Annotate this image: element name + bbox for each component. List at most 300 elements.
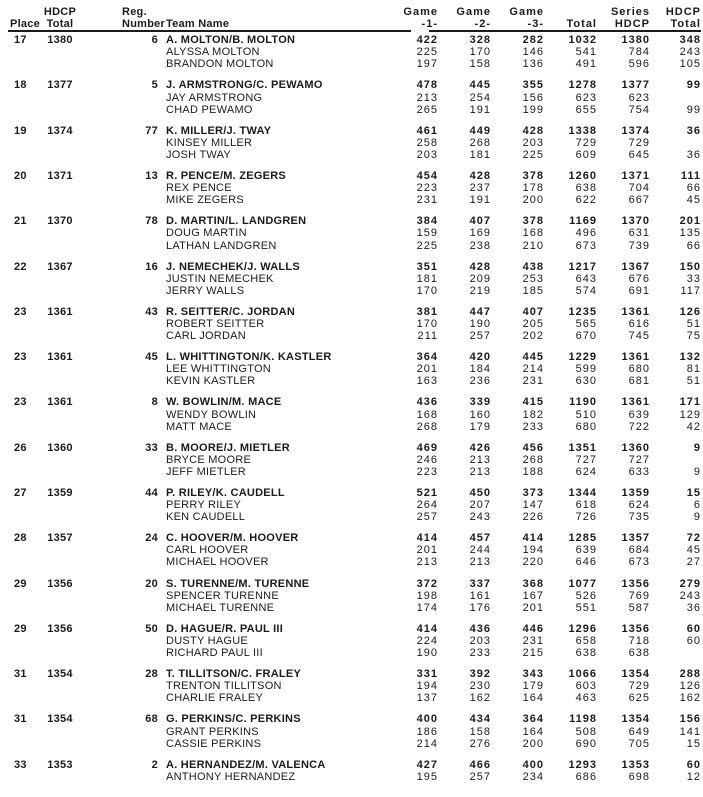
- bowler-name-cell: JERRY WALLS: [166, 284, 245, 297]
- game-2-cell: 184: [469, 363, 491, 376]
- total-cell: 1198: [569, 713, 597, 726]
- game-1-cell: 268: [416, 420, 438, 433]
- team-name-cell: T. TILLITSON/C. FRALEY: [166, 668, 302, 681]
- place-cell: 23: [14, 305, 27, 318]
- series-hdcp-cell: 596: [628, 58, 650, 71]
- game-2-cell: 428: [469, 260, 491, 273]
- series-hdcp-cell: 623: [628, 91, 650, 104]
- game-3-cell: 200: [522, 194, 544, 207]
- game-3-cell: 368: [522, 577, 544, 590]
- hdcp-cell: 243: [679, 46, 701, 59]
- hdcp-cell: 132: [679, 351, 701, 364]
- series-hdcp-cell: 1361: [621, 351, 650, 364]
- hdcp-total-cell: 1354: [47, 668, 73, 681]
- bowler-name-cell: BRANDON MOLTON: [166, 58, 274, 71]
- game-1-cell: 381: [416, 305, 438, 318]
- place-cell: 31: [14, 668, 27, 681]
- bowler-row: [0, 544, 703, 556]
- game-1-cell: 414: [416, 622, 438, 635]
- hdcp-cell: 72: [686, 532, 701, 545]
- hdcp-cell: 201: [679, 215, 701, 228]
- hdcp-total-cell: 1374: [47, 124, 73, 137]
- game-3-cell: 136: [522, 58, 544, 71]
- series-hdcp-cell: 616: [628, 317, 650, 330]
- team-block: [0, 623, 703, 659]
- team-row: [0, 261, 703, 273]
- total-cell: 1217: [568, 260, 597, 273]
- bowler-rows: [0, 273, 703, 297]
- bowler-rows: [0, 227, 703, 251]
- bowler-name-cell: MIKE ZEGERS: [166, 194, 244, 207]
- game-2-cell: 450: [469, 487, 491, 499]
- hdcp-total-cell: 1353: [47, 758, 73, 771]
- hdcp-total-cell: 1361: [47, 396, 73, 409]
- bowler-row: [0, 149, 703, 161]
- bowler-row: [0, 738, 703, 750]
- game-3-cell: 182: [522, 408, 544, 421]
- bowler-row: [0, 46, 703, 58]
- col-header-place: Place: [10, 18, 40, 31]
- game-1-cell: 461: [416, 124, 438, 137]
- bowler-row: [0, 194, 703, 206]
- bowler-name-cell: GRANT PERKINS: [166, 725, 259, 738]
- game-3-cell: 226: [522, 511, 544, 524]
- total-cell: 1169: [569, 215, 597, 228]
- hdcp-cell: 9: [693, 441, 701, 454]
- place-cell: 19: [14, 124, 27, 137]
- hdcp-total-cell: 1356: [47, 577, 73, 590]
- series-hdcp-cell: 754: [628, 103, 650, 116]
- hdcp-total-cell: 1359: [47, 487, 73, 499]
- game-3-cell: 400: [522, 758, 544, 771]
- total-cell: 643: [575, 272, 597, 285]
- team-block: [0, 125, 703, 161]
- total-cell: 609: [575, 148, 597, 161]
- game-2-cell: 213: [469, 453, 491, 466]
- total-cell: 690: [575, 737, 597, 750]
- bowler-row: [0, 635, 703, 647]
- team-name-cell: A. MOLTON/B. MOLTON: [166, 34, 296, 47]
- game-3-cell: 446: [522, 622, 544, 635]
- bowler-name-cell: SPENCER TURENNE: [166, 589, 279, 602]
- total-cell: 646: [575, 556, 597, 569]
- game-1-cell: 213: [416, 91, 438, 104]
- game-3-cell: 378: [522, 170, 544, 183]
- bowler-row: [0, 182, 703, 194]
- bowler-row: [0, 285, 703, 297]
- series-hdcp-cell: 1361: [621, 305, 650, 318]
- col-header-team-name: Team Name: [166, 18, 230, 31]
- game-3-cell: 164: [522, 692, 544, 705]
- game-3-cell: 147: [522, 499, 544, 512]
- total-cell: 526: [575, 589, 597, 602]
- game-3-cell: 215: [522, 647, 544, 660]
- hdcp-cell: 60: [686, 634, 701, 647]
- team-block: [0, 351, 703, 387]
- game-1-cell: 203: [416, 148, 438, 161]
- bowler-name-cell: TRENTON TILLITSON: [166, 680, 282, 693]
- col-header-game-2: Game -2-: [456, 6, 491, 31]
- game-3-cell: 178: [522, 182, 544, 195]
- series-hdcp-cell: 1377: [621, 79, 650, 92]
- total-cell: 623: [575, 91, 597, 104]
- game-3-cell: 214: [522, 363, 544, 376]
- game-2-cell: 466: [469, 758, 491, 771]
- col-header-hdcp-total-right: HDCP Total: [665, 6, 701, 31]
- hdcp-cell: 9: [693, 465, 701, 478]
- game-1-cell: 331: [416, 668, 438, 681]
- game-1-cell: 351: [416, 260, 438, 273]
- series-hdcp-cell: 1380: [621, 34, 650, 47]
- game-2-cell: 158: [469, 725, 491, 738]
- reg-number-cell: 50: [145, 622, 158, 635]
- game-3-cell: 233: [522, 420, 544, 433]
- game-1-cell: 211: [417, 330, 438, 343]
- game-1-cell: 190: [416, 647, 438, 660]
- game-2-cell: 426: [469, 441, 491, 454]
- team-row: [0, 759, 703, 771]
- bowler-name-cell: CHARLIE FRALEY: [166, 692, 264, 705]
- total-cell: 1229: [568, 351, 597, 364]
- game-1-cell: 478: [416, 79, 438, 92]
- bowler-rows: [0, 409, 703, 433]
- game-2-cell: 181: [469, 148, 491, 161]
- reg-number-cell: 8: [151, 396, 158, 409]
- total-cell: 726: [575, 511, 597, 524]
- hdcp-total-cell: 1370: [47, 215, 73, 228]
- game-3-cell: 194: [522, 544, 544, 557]
- bowler-name-cell: LEE WHITTINGTON: [166, 363, 271, 376]
- series-hdcp-cell: 625: [628, 692, 650, 705]
- bowler-row: [0, 421, 703, 433]
- team-row: [0, 623, 703, 635]
- series-hdcp-cell: 729: [628, 680, 650, 693]
- header-rule-left: [8, 30, 411, 32]
- series-hdcp-cell: 681: [628, 375, 650, 388]
- team-block: [0, 215, 703, 251]
- bowler-name-cell: JAY ARMSTRONG: [166, 91, 263, 104]
- team-name-cell: J. ARMSTRONG/C. PEWAMO: [166, 79, 323, 92]
- game-2-cell: 219: [469, 284, 491, 297]
- game-3-cell: 200: [522, 737, 544, 750]
- team-block: [0, 578, 703, 614]
- hdcp-cell: 99: [686, 79, 701, 92]
- place-cell: 29: [14, 577, 27, 590]
- series-hdcp-cell: 633: [628, 465, 650, 478]
- series-hdcp-cell: 718: [628, 634, 650, 647]
- bowler-rows: [0, 680, 703, 704]
- bowler-name-cell: ALYSSA MOLTON: [166, 46, 260, 59]
- game-3-cell: 415: [522, 396, 544, 409]
- total-cell: 551: [575, 601, 597, 614]
- series-hdcp-cell: 587: [628, 601, 650, 614]
- hdcp-cell: 75: [686, 330, 701, 343]
- reg-number-cell: 20: [145, 577, 158, 590]
- hdcp-cell: 99: [686, 103, 701, 116]
- hdcp-cell: 105: [679, 58, 701, 71]
- game-2-cell: 254: [469, 91, 491, 104]
- bowler-name-cell: DUSTY HAGUE: [166, 634, 249, 647]
- game-1-cell: 372: [416, 577, 438, 590]
- total-cell: 1351: [568, 441, 597, 454]
- game-3-cell: 373: [522, 487, 544, 499]
- game-3-cell: 414: [522, 532, 544, 545]
- hdcp-cell: 162: [679, 692, 701, 705]
- game-2-cell: 176: [469, 601, 491, 614]
- team-name-cell: C. HOOVER/M. HOOVER: [166, 532, 299, 545]
- bowler-name-cell: LATHAN LANDGREN: [166, 239, 277, 252]
- series-hdcp-cell: 1360: [621, 441, 650, 454]
- bowler-row: [0, 240, 703, 252]
- bowler-name-cell: CARL JORDAN: [166, 330, 246, 343]
- col-header-total: Total: [566, 18, 597, 31]
- total-cell: 727: [575, 453, 597, 466]
- col-header-series-hdcp: Series HDCP: [610, 6, 650, 31]
- hdcp-total-cell: 1371: [47, 170, 73, 183]
- total-cell: 618: [575, 499, 597, 512]
- team-row: [0, 487, 703, 499]
- bowler-row: [0, 273, 703, 285]
- bowler-name-cell: REX PENCE: [166, 182, 232, 195]
- game-3-cell: 378: [522, 215, 544, 228]
- team-block: [0, 487, 703, 523]
- game-3-cell: 179: [522, 680, 544, 693]
- hdcp-total-cell: 1377: [47, 79, 73, 92]
- game-1-cell: 469: [416, 441, 438, 454]
- game-3-cell: 203: [522, 136, 544, 149]
- total-cell: 729: [575, 136, 597, 149]
- bowler-name-cell: ANTHONY HERNANDEZ: [166, 770, 296, 783]
- game-1-cell: 201: [416, 363, 438, 376]
- hdcp-cell: 36: [686, 601, 701, 614]
- game-2-cell: 209: [469, 272, 491, 285]
- game-1-cell: 181: [416, 272, 438, 285]
- total-cell: 510: [575, 408, 597, 421]
- team-block: [0, 759, 703, 783]
- series-hdcp-cell: 1370: [621, 215, 650, 228]
- game-1-cell: 159: [416, 227, 438, 240]
- col-header-game-3: Game -3-: [509, 6, 544, 31]
- bowler-name-cell: DOUG MARTIN: [166, 227, 247, 240]
- team-block: [0, 442, 703, 478]
- hdcp-total-cell: 1356: [47, 622, 73, 635]
- game-1-cell: 223: [416, 182, 438, 195]
- series-hdcp-cell: 1356: [621, 622, 650, 635]
- game-3-cell: 156: [522, 91, 544, 104]
- bowler-rows: [0, 544, 703, 568]
- hdcp-cell: 279: [679, 577, 701, 590]
- bowler-row: [0, 92, 703, 104]
- series-hdcp-cell: 638: [628, 647, 650, 660]
- bowler-row: [0, 58, 703, 70]
- bowler-row: [0, 104, 703, 116]
- game-2-cell: 339: [469, 396, 491, 409]
- team-name-cell: D. MARTIN/L. LANDGREN: [166, 215, 307, 228]
- game-3-cell: 205: [522, 317, 544, 330]
- series-hdcp-cell: 739: [628, 239, 650, 252]
- team-row: [0, 578, 703, 590]
- game-1-cell: 225: [416, 239, 438, 252]
- game-2-cell: 191: [469, 194, 491, 207]
- total-cell: 1235: [568, 305, 597, 318]
- team-name-cell: P. RILEY/K. CAUDELL: [166, 487, 285, 499]
- col-header-hdcp-total-line1: HDCP: [43, 6, 77, 18]
- bowler-name-cell: RICHARD PAUL III: [166, 647, 263, 660]
- game-1-cell: 414: [416, 532, 438, 545]
- hdcp-cell: 27: [686, 556, 701, 569]
- total-cell: 639: [575, 544, 597, 557]
- game-2-cell: 243: [469, 511, 491, 524]
- bowler-name-cell: MICHAEL HOOVER: [166, 556, 269, 569]
- series-hdcp-cell: 735: [628, 511, 650, 524]
- team-name-cell: R. PENCE/M. ZEGERS: [166, 170, 287, 183]
- team-block: [0, 261, 703, 297]
- series-hdcp-cell: 673: [628, 556, 650, 569]
- hdcp-cell: 15: [686, 487, 701, 499]
- place-cell: 33: [14, 758, 27, 771]
- hdcp-cell: 117: [680, 284, 701, 297]
- game-2-cell: 179: [469, 420, 491, 433]
- bowler-row: [0, 363, 703, 375]
- game-1-cell: 454: [416, 170, 438, 183]
- bowler-name-cell: MATT MACE: [166, 420, 233, 433]
- total-cell: 638: [575, 182, 597, 195]
- game-2-cell: 238: [469, 239, 491, 252]
- bowler-row: [0, 726, 703, 738]
- total-cell: 463: [575, 692, 597, 705]
- series-hdcp-cell: 729: [628, 136, 650, 149]
- team-name-cell: L. WHITTINGTON/K. KASTLER: [166, 351, 332, 364]
- series-hdcp-cell: 645: [628, 148, 650, 161]
- hdcp-cell: 126: [679, 305, 701, 318]
- game-1-cell: 521: [416, 487, 438, 499]
- bowler-name-cell: PERRY RILEY: [166, 499, 242, 512]
- total-cell: 1278: [568, 79, 597, 92]
- total-cell: 624: [575, 465, 597, 478]
- game-2-cell: 233: [469, 647, 491, 660]
- game-1-cell: 246: [416, 453, 438, 466]
- team-name-cell: R. SEITTER/C. JORDAN: [166, 305, 296, 318]
- team-row: [0, 170, 703, 182]
- total-cell: 1260: [568, 170, 597, 183]
- game-2-cell: 213: [469, 465, 491, 478]
- game-2-cell: 447: [469, 305, 491, 318]
- series-hdcp-cell: 1354: [621, 713, 650, 726]
- game-1-cell: 265: [416, 103, 438, 116]
- team-row: [0, 668, 703, 680]
- total-cell: 599: [575, 363, 597, 376]
- hdcp-cell: 111: [680, 170, 701, 183]
- team-name-cell: A. HERNANDEZ/M. VALENCA: [166, 758, 326, 771]
- game-2-cell: 162: [469, 692, 491, 705]
- team-name-cell: K. MILLER/J. TWAY: [166, 124, 272, 137]
- bowler-row: [0, 227, 703, 239]
- hdcp-cell: 36: [686, 148, 701, 161]
- game-1-cell: 137: [416, 692, 438, 705]
- game-2-cell: 244: [469, 544, 491, 557]
- hdcp-total-cell: 1361: [47, 305, 73, 318]
- series-hdcp-cell: 705: [628, 737, 650, 750]
- series-hdcp-cell: 649: [628, 725, 650, 738]
- team-row: [0, 713, 703, 725]
- hdcp-cell: 45: [686, 544, 701, 557]
- reg-number-cell: 44: [145, 487, 158, 499]
- game-2-cell: 268: [469, 136, 491, 149]
- game-1-cell: 364: [416, 351, 438, 364]
- hdcp-cell: 42: [686, 420, 701, 433]
- col-header-reg-line2: Number: [122, 18, 166, 31]
- game-3-cell: 355: [522, 79, 544, 92]
- team-name-cell: G. PERKINS/C. PERKINS: [166, 713, 301, 726]
- hdcp-cell: 9: [693, 511, 701, 524]
- game-3-cell: 188: [522, 465, 544, 478]
- bowler-name-cell: JEFF MIETLER: [166, 465, 247, 478]
- game-3-cell: 146: [522, 46, 544, 59]
- game-2-cell: 449: [469, 124, 491, 137]
- bowler-name-cell: BRYCE MOORE: [166, 453, 252, 466]
- team-block: [0, 532, 703, 568]
- hdcp-cell: 150: [679, 260, 701, 273]
- col-header-reg-line1: Reg.: [122, 6, 147, 18]
- reg-number-cell: 6: [151, 34, 158, 47]
- game-2-cell: 203: [469, 634, 491, 647]
- game-1-cell: 170: [416, 317, 438, 330]
- hdcp-cell: 141: [679, 725, 701, 738]
- total-cell: 658: [575, 634, 597, 647]
- series-hdcp-cell: 698: [628, 770, 650, 783]
- game-3-cell: 201: [522, 601, 544, 614]
- series-hdcp-cell: 722: [628, 420, 650, 433]
- game-1-cell: 195: [416, 770, 438, 783]
- game-3-cell: 407: [522, 305, 544, 318]
- bowler-row: [0, 318, 703, 330]
- series-hdcp-cell: 745: [628, 330, 650, 343]
- bowler-rows: [0, 363, 703, 387]
- reg-number-cell: 78: [145, 215, 158, 228]
- hdcp-cell: 126: [679, 680, 701, 693]
- bowler-rows: [0, 635, 703, 659]
- total-cell: 670: [575, 330, 597, 343]
- series-hdcp-cell: 769: [628, 589, 650, 602]
- team-name-cell: D. HAGUE/R. PAUL III: [166, 622, 284, 635]
- bowler-name-cell: MICHAEL TURENNE: [166, 601, 275, 614]
- series-hdcp-cell: 691: [628, 284, 650, 297]
- place-cell: 31: [14, 713, 27, 726]
- game-2-cell: 276: [469, 737, 491, 750]
- game-2-cell: 170: [469, 46, 491, 59]
- total-cell: 1032: [568, 34, 597, 47]
- hdcp-cell: 348: [679, 34, 701, 47]
- game-2-cell: 392: [469, 668, 491, 681]
- game-2-cell: 161: [469, 589, 491, 602]
- bowler-name-cell: CHAD PEWAMO: [166, 103, 253, 116]
- bowler-row: [0, 409, 703, 421]
- bowler-row: [0, 511, 703, 523]
- game-2-cell: 434: [469, 713, 491, 726]
- hdcp-cell: 60: [686, 758, 701, 771]
- game-2-cell: 213: [469, 556, 491, 569]
- total-cell: 1066: [568, 668, 597, 681]
- game-2-cell: 169: [469, 227, 491, 240]
- series-hdcp-cell: 1357: [621, 532, 650, 545]
- bowler-name-cell: WENDY BOWLIN: [166, 408, 257, 421]
- place-cell: 29: [14, 622, 27, 635]
- game-3-cell: 185: [522, 284, 544, 297]
- bowler-row: [0, 602, 703, 614]
- game-2-cell: 257: [469, 770, 491, 783]
- bowler-row: [0, 330, 703, 342]
- hdcp-cell: [650, 92, 701, 104]
